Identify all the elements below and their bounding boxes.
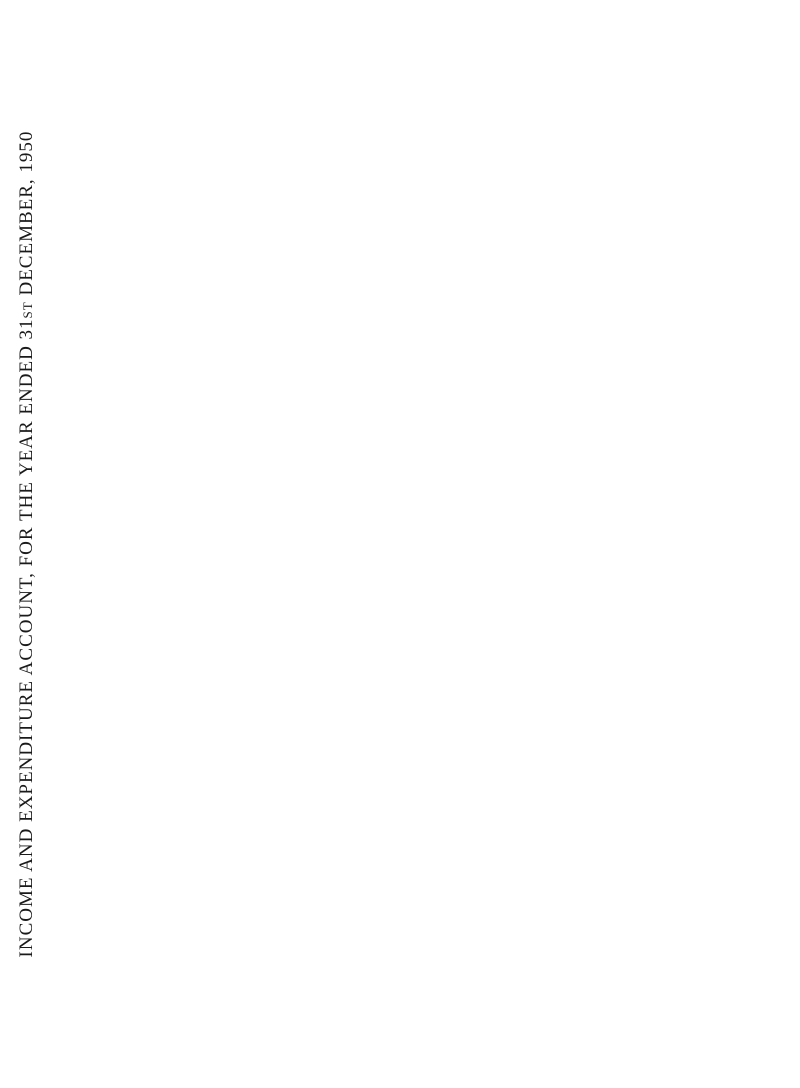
page-title: INCOME AND EXPENDITURE ACCOUNT, FOR THE YEAR ENDED 31st DECEMBER, 1950 <box>16 130 37 958</box>
